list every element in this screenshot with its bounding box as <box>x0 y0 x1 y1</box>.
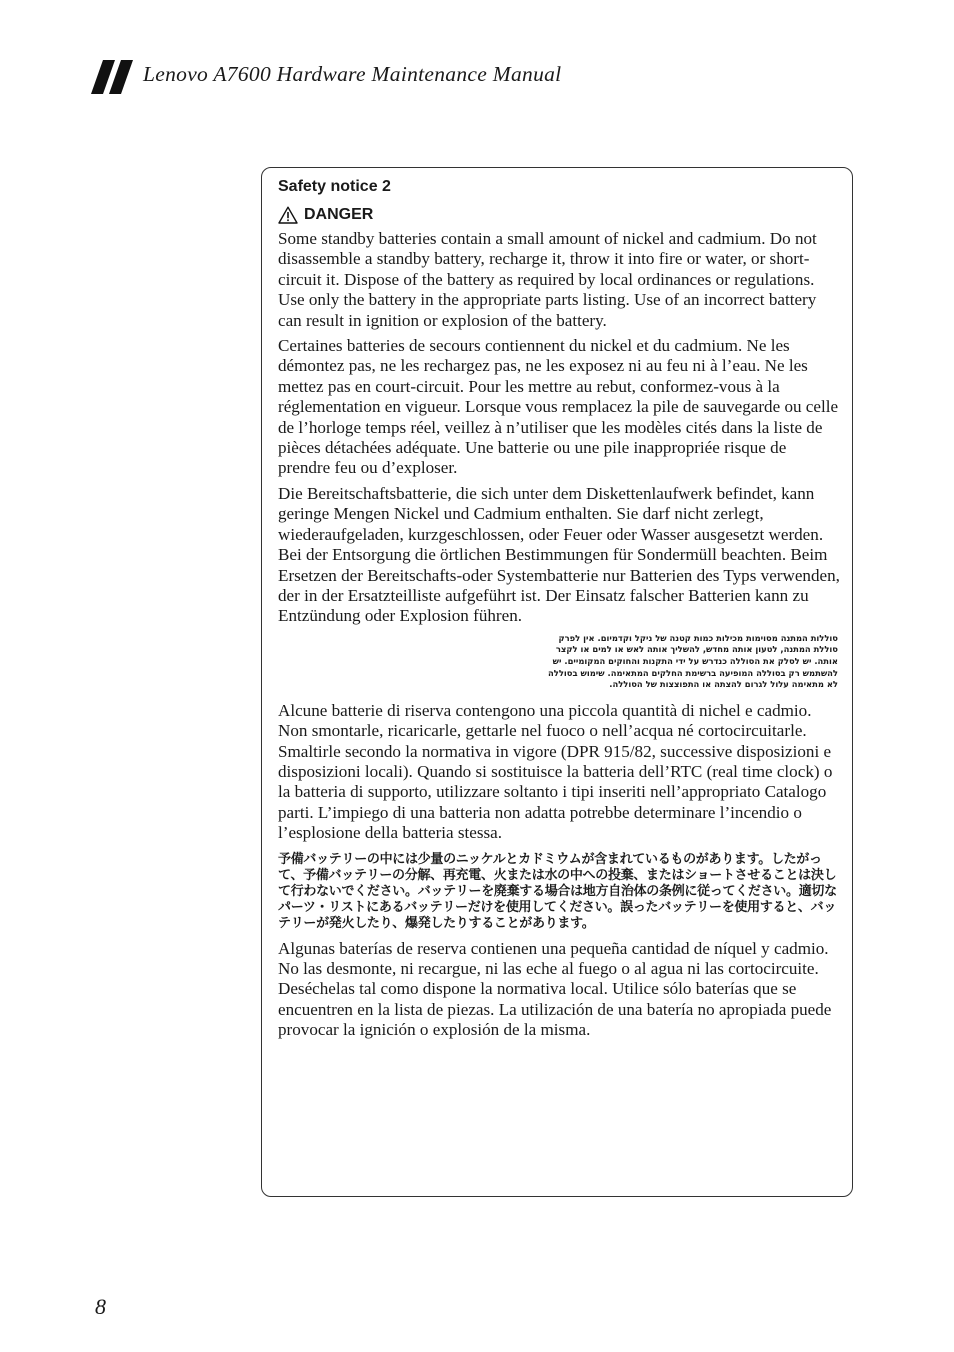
notice-title: Safety notice 2 <box>278 178 391 195</box>
page-number: 8 <box>95 1294 106 1319</box>
paragraph-english: Some standby batteries contain a small amount of nickel and cadmium. Do not disassemble a standby battery, recharge it, throw it into fire or water, or short-circuit it. Dispose of the battery as required by local ordinances or regulations. Use only the battery in the appropriate parts listing. Use of an incorrect battery can result in ignition or explosion of the battery. <box>278 229 817 330</box>
paragraph-italian: Alcune batterie di riserva contengono una piccola quantità di nichel e cadmio. Non smontarle, ricaricarle, gettarle nel fuoco o nell’acqua né cortocircuitarle. Smaltirle secondo la normativa in vigore (DPR 915/82, successive disposizioni e disposizioni locali). Quando si sostituisce la batteria dell’RTC (real time clock) o la batteria di supporto, utilizzare soltanto i tipi inseriti nell’appropriato Catalogo parti. L’impiego di una batteria non adatta potrebbe determinare l’incendio o l’esplosione della batteria stessa. <box>278 700 833 843</box>
paragraph-japanese: 予備バッテリーの中には少量のニッケルとカドミウムが含まれているものがあります。したがって、予備バッテリーの分解、再充電、火または水の中への投棄、またはショートさせることは決して行わないでください。バッテリーを廃棄する場合は地方自治体の条例に従ってください。適切なパーツ・リストにあるバッテリーだけを使用してください。誤ったバッテリーを使用すると、バッテリーが発火したり、爆発したりすることがあります。 <box>278 851 837 931</box>
header-title: Lenovo A7600 Hardware Maintenance Manual <box>143 62 562 86</box>
danger-label: DANGER <box>304 206 374 223</box>
danger-heading <box>278 205 842 225</box>
safety-notice-box <box>261 167 853 1197</box>
paragraph-hebrew: סוללות המתנה מסוימות מכילות כמות קטנה של ניקל וקדמיום. אין לפרק סוללת המתנה, לטעון אותה מחדש, להשליך אותה לאש או למים או לקצר אותה. יש לסלק את הסוללה כנדרש על ידי התקנות והחוקים המקומיים. יש להשתמש רק בסוללה המופיעה ברשימת החלקים המתאימה. שימוש בסוללה לא מתאימה עלול לגרום להצתה או התפוצצות של הסוללה. <box>548 632 838 690</box>
paragraph-german: Die Bereitschaftsbatterie, die sich unter dem Diskettenlaufwerk befindet, kann geringe Mengen Nickel und Cadmium enthalten. Sie darf nicht zerlegt, wiederaufgeladen, kurzgeschlossen, oder Feuer oder Wasser ausgesetzt werden. Bei der Entsorgung die örtlichen Bestimmungen für Sondermüll beachten. Beim Ersetzen der Bereitschafts-oder Systembatterie nur Batterien des Typs verwenden, der in der Ersatzteilliste aufgeführt ist. Der Einsatz falscher Batterien kann zu Entzündung oder Explosion führen. <box>278 483 840 626</box>
warning-triangle-icon <box>278 206 298 224</box>
safety-notice-content <box>278 177 842 1046</box>
header-slash-logo <box>91 60 135 94</box>
paragraph-french: Certaines batteries de secours contiennent du nickel et du cadmium. Ne les démontez pas, ne les rechargez pas, ne les exposez ni au feu ni à l’eau. Ne les mettez pas en court-circuit. Pour les mettre au rebut, conformez-vous à la réglementation en vigueur. Lorsque vous remplacez la pile de sauvegarde ou celle de l’horloge temps réel, veillez à n’utiliser que les modèles cités dans la liste de pièces détachées adéquate. Une batterie ou une pile inappropriée risque de prendre feu ou d’exploser. <box>278 336 839 478</box>
paragraph-spanish: Algunas baterías de reserva contienen una pequeña cantidad de níquel y cadmio. No las desmonte, ni recargue, ni las eche al fuego o al agua ni las cortocircuite. Deséchelas tal como dispone la normativa local. Utilice sólo baterías que se encuentren en la lista de piezas. La utilización de una batería no apropiada puede provocar la ignición o explosión de la misma. <box>278 938 832 1040</box>
